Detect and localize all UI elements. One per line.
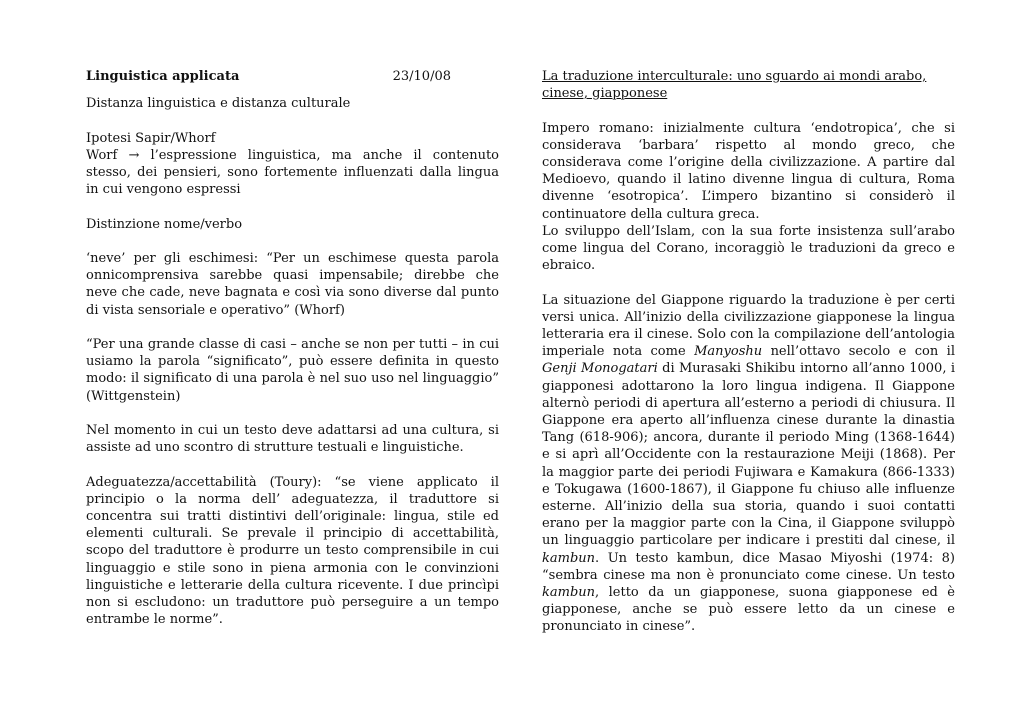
kambun-term-1: kambun [542,550,596,566]
genji-title: Genji Monogatari [542,361,658,377]
wittgenstein-paragraph: “Per una grande classe di casi – anche se non per tutti – in cui usiamo la parola “significato”, può essere definita in questo modo: il significato di una parola è nel suo uso nel linguaggio” (Wittgenstein) [86,336,499,404]
giappone-text-3: di Murasaki Shikibu intorno all’anno 1000, i giapponesi adottarono la loro lingua indigena. Il Giappone alternò periodi di apertura all’esterno a periodi di chiusura. Il Giappone era aperto all’influenza cinese durante la dinastia Tang (618-906); ancora, durante il periodo Ming (1368-1644) e si aprì all’Occidente con la restaurazione Meiji (1868). Per la maggior parte dei periodi Fujiwara e Kamakura (866-1333) e Tokugawa (1600-1867), il Giappone fu chiuso alle influenze esterne. All’inizio della sua storia, quando i suoi contatti erano per la maggior parte con la Cina, il Giappone sviluppò un linguaggio particolare per indicare i prestiti dal cinese, il [542,361,955,549]
neve-paragraph: ‘neve’ per gli eschimesi: “Per un eschimese questa parola onnicomprensiva sarebbe quasi impensabile; direbbe che neve che cade, neve bagnata e così via sono diverse dal punto di vista sensoriale e operativo” (Whorf) [86,250,499,318]
right-column [542,68,955,653]
islam-paragraph: Lo sviluppo dell’Islam, con la sua forte insistenza sull’arabo come lingua del Corano, incoraggiò le traduzioni da greco e ebraico. [542,223,955,274]
distinction-heading: Distinzione nome/verbo [86,216,243,232]
sapir-whorf-heading: Ipotesi Sapir/Whorf [86,130,216,146]
giappone-text-5: , letto da un giapponese, suona giapponese ed è giapponese, anche se può essere letto da un cinese e pronunciato in cinese”. [542,585,955,635]
momento-paragraph: Nel momento in cui un testo deve adattarsi ad una cultura, si assiste ad uno scontro di strutture testuali e linguistiche. [86,422,499,456]
document-date: 23/10/08 [392,69,451,84]
whorf-paragraph [86,147,499,199]
header-row [86,68,499,85]
section-heading: La traduzione interculturale: uno sguardo ai mondi arabo, cinese, giapponese [542,69,927,102]
arrow-icon: → [128,147,140,163]
toury-paragraph: Adeguatezza/accettabilità (Toury): “se viene applicato il principio o la norma dell’ adeguatezza, il traduttore si concentra sui tratti distintivi dell’originale: lingua, stile ed elementi culturali. Se prevale il principio di accettabilità, scopo del traduttore è produrre un testo comprensibile in cui linguaggio e stile sono in piena armonia con le convinzioni linguistiche e letterarie della cultura ricevente. I due princìpi non si escludono: un traduttore può perseguire a un tempo entrambe le norme”. [86,474,499,628]
giappone-text-2: nell’ottavo secolo e con il [762,344,955,360]
document-title: Linguistica applicata [86,69,240,84]
whorf-text: l’espressione linguistica, ma anche il contenuto stesso, dei pensieri, sono fortemente influenzati dalla lingua in cui vengono espressi [86,147,500,198]
giappone-text-4: . Un testo kambun, dice Masao Miyoshi (1974: 8) “sembra cinese ma non è pronunciato come cinese. Un testo [542,550,955,583]
giappone-paragraph [542,292,955,636]
subtitle: Distanza linguistica e distanza culturale [86,96,351,112]
impero-paragraph: Impero romano: inizialmente cultura ‘endotropica’, che si considerava ‘barbara’ rispetto al mondo greco, che considerava come l’origine della civilizzazione. A partire dal Medioevo, quando il latino divenne lingua di cultura, Roma divenne ‘esotropica’. L’impero bizantino si considerò il continuatore della cultura greca. [542,120,955,222]
manyoshu-title: Manyoshu [694,344,763,360]
whorf-label: Worf [86,147,129,163]
giappone-text-1: La situazione del Giappone riguardo la traduzione è per certi versi unica. All’inizio della civilizzazione giapponese la lingua letteraria era il cinese. Solo con la compilazione dell’antologia imperiale nota come [542,292,955,360]
left-column [86,68,499,646]
kambun-term-2: kambun [542,585,596,601]
